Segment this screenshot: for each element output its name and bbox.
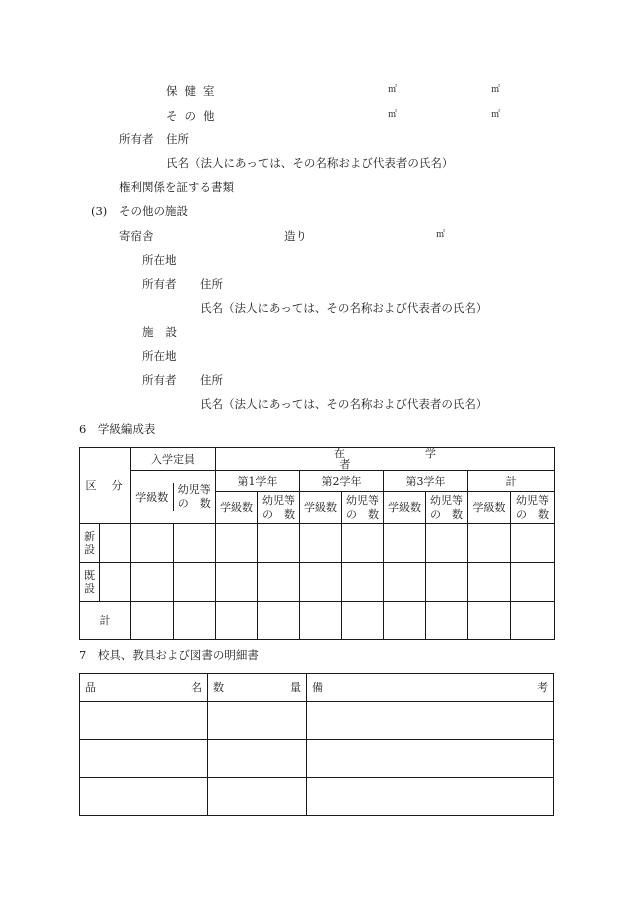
header-remarks: 備 考 [307,674,554,702]
row-label-new: 新設 [80,524,100,563]
facility-owner-address-label: 住所 [200,373,223,387]
capacity-classes: 学級数 [131,483,174,511]
area-row-other-unit-a: ㎡ [388,110,398,120]
dorm-location-label: 所在地 [142,253,177,267]
total-classes: 学級数 [468,492,511,524]
dorm-area-unit: ㎡ [436,230,446,240]
header-year-total: 計 [468,471,555,492]
table-row [80,702,554,740]
header-capacity: 入学定員 [131,448,216,471]
header-kubun: 区 分 [80,448,131,524]
capacity-subheader [131,471,216,524]
equipment-table [79,673,554,816]
facility-label: 施設 [142,325,189,339]
facility-location-label: 所在地 [142,349,177,363]
owner-label: 所有者 [119,132,154,146]
table-row [80,740,554,778]
capacity-children: 幼児等 の 数 [177,483,211,510]
table-row [80,524,555,563]
dorm-label: 寄宿舎 [119,229,154,243]
area-row-health-room-label: 保健室 [166,84,222,98]
owner-address-label: 住所 [166,132,189,146]
area-row-health-room-unit-b: ㎡ [491,85,501,95]
facility-owner-name-label: 氏名（法人にあっては、その名称および代表者の氏名） [200,397,488,411]
dorm-owner-label: 所有者 [142,277,177,291]
area-row-other-label: その他 [166,109,222,123]
table-row [80,563,555,602]
rights-documents-label: 権利関係を証する書類 [119,180,234,194]
header-quantity: 数 量 [208,674,307,702]
owner-name-label: 氏名（法人にあっては、その名称および代表者の氏名） [166,156,454,170]
row-label-existing: 既設 [80,563,100,602]
year1-classes: 学級数 [216,492,258,524]
area-row-health-room-unit-a: ㎡ [388,85,398,95]
table-row [80,778,554,816]
facility-owner-label: 所有者 [142,373,177,387]
row-label-total: 計 [80,602,131,640]
year2-classes: 学級数 [300,492,342,524]
header-year-2: 第2学年 [300,471,384,492]
header-item-name: 品 名 [80,674,208,702]
total-children: 幼児等 の 数 [511,492,555,524]
header-enrolled: 在学者 [216,448,555,471]
section7-title: 7 校具、教具および図書の明細書 [79,648,259,662]
class-organization-table [79,447,555,640]
section3-number: (3) [91,204,108,218]
header-year-1: 第1学年 [216,471,300,492]
year2-children: 幼児等 の 数 [342,492,384,524]
area-row-other-unit-b: ㎡ [491,110,501,120]
dorm-owner-address-label: 住所 [200,277,223,291]
header-year-3: 第3学年 [384,471,468,492]
section3-title: その他の施設 [119,204,188,218]
year3-classes: 学級数 [384,492,426,524]
section6-title: 6 学級編成表 [79,422,156,436]
table-row [80,602,555,640]
year1-children: 幼児等 の 数 [258,492,300,524]
dorm-owner-name-label: 氏名（法人にあっては、その名称および代表者の氏名） [200,301,488,315]
dorm-structure: 造り [284,229,307,243]
year3-children: 幼児等 の 数 [426,492,468,524]
